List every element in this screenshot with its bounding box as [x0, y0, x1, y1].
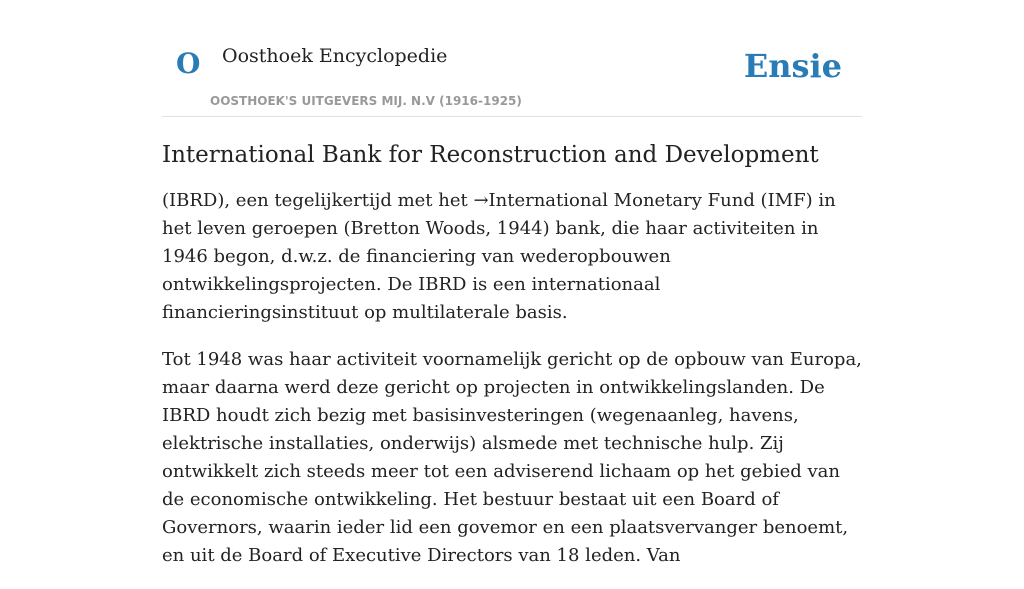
article-body: [162, 187, 862, 570]
site-header: [162, 0, 862, 117]
site-logo[interactable]: O: [176, 47, 201, 80]
article-title: International Bank for Reconstruction and Development: [162, 142, 819, 168]
article-paragraph: Tot 1948 was haar activiteit voornamelijk gericht op de opbouw van Europa, maar daarna werd deze gericht op projecten in ontwikkelingslanden. De IBRD houdt zich bezig met basisinvesteringen (wegenaanleg, havens, elektrische installaties, onderwijs) alsmede met technische hulp. Zij ontwikkelt zich steeds meer tot een adviserend lichaam op het gebied van de economische ontwikkeling. Het bestuur bestaat uit een Board of Governors, waarin ieder lid een govemor en een plaatsvervanger benoemt, en uit de Board of Executive Directors van 18 leden. Van: [162, 348, 862, 566]
publisher-label: OOSTHOEK'S UITGEVERS MIJ. N.V (1916-1925): [210, 94, 522, 108]
article-paragraph: (IBRD), een tegelijkertijd met het →International Monetary Fund (IMF) in het leven geroepen (Bretton Woods, 1944) bank, die haar activiteiten in 1946 begon, d.w.z. de financiering van wederopbouwen ontwikkelingsprojecten. De IBRD is een internationaal financieringsinstituut op multilaterale basis.: [162, 189, 836, 323]
ensie-brand-link[interactable]: Ensie: [743, 47, 842, 85]
site-title[interactable]: Oosthoek Encyclopedie: [222, 45, 448, 67]
page: [162, 0, 862, 589]
